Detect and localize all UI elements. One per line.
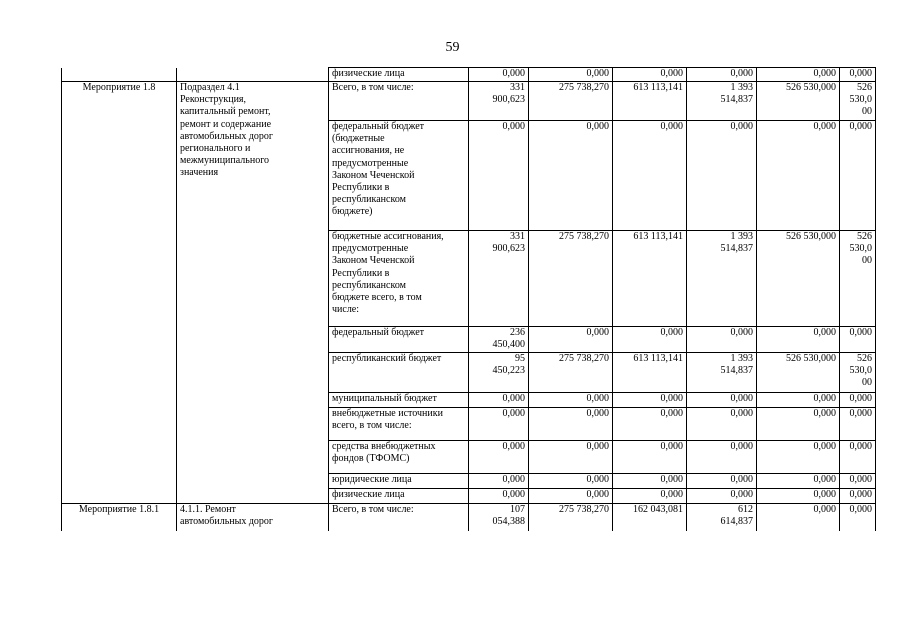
value-cell: 0,000 <box>840 504 876 531</box>
value-cell: 0,000 <box>613 68 687 82</box>
value-cell: 0,000 <box>757 489 840 504</box>
value-cell: 1 393 514,837 <box>687 353 757 393</box>
subsection-cell: 4.1.1. Ремонт автомобильных дорог <box>177 504 329 531</box>
value-cell: 526 530,000 <box>757 353 840 393</box>
source-cell: юридические лица <box>329 474 469 489</box>
value-cell: 275 738,270 <box>529 353 613 393</box>
value-cell: 0,000 <box>757 441 840 474</box>
measure-cell: Мероприятие 1.8.1 <box>62 504 177 531</box>
value-cell: 0,000 <box>757 121 840 231</box>
value-cell: 0,000 <box>613 489 687 504</box>
budget-table <box>61 67 876 531</box>
value-cell: 0,000 <box>840 441 876 474</box>
value-cell: 0,000 <box>469 393 529 408</box>
source-cell: физические лица <box>329 489 469 504</box>
value-cell: 275 738,270 <box>529 504 613 531</box>
value-cell: 526 530,0 00 <box>840 231 876 327</box>
value-cell: 613 113,141 <box>613 231 687 327</box>
value-cell: 162 043,081 <box>613 504 687 531</box>
value-cell: 0,000 <box>687 393 757 408</box>
value-cell: 0,000 <box>757 504 840 531</box>
value-cell: 0,000 <box>757 474 840 489</box>
page-number: 59 <box>445 40 460 55</box>
value-cell: 275 738,270 <box>529 82 613 121</box>
value-cell: 526 530,000 <box>757 231 840 327</box>
value-cell: 0,000 <box>687 441 757 474</box>
source-cell: федеральный бюджет <box>329 327 469 353</box>
value-cell: 0,000 <box>529 68 613 82</box>
value-cell: 331 900,623 <box>469 82 529 121</box>
value-cell: 613 113,141 <box>613 82 687 121</box>
value-cell: 0,000 <box>687 121 757 231</box>
value-cell: 0,000 <box>613 327 687 353</box>
source-cell: физические лица <box>329 68 469 82</box>
value-cell: 0,000 <box>757 393 840 408</box>
value-cell: 0,000 <box>529 327 613 353</box>
value-cell: 526 530,000 <box>757 82 840 121</box>
value-cell: 0,000 <box>469 408 529 441</box>
source-cell: федеральный бюджет (бюджетные ассигнования, не предусмотренные Законом Чеченской Республики в республиканском бюджете) <box>329 121 469 231</box>
value-cell: 236 450,400 <box>469 327 529 353</box>
value-cell: 0,000 <box>613 441 687 474</box>
value-cell: 0,000 <box>757 68 840 82</box>
value-cell: 0,000 <box>529 121 613 231</box>
value-cell: 0,000 <box>687 327 757 353</box>
value-cell: 0,000 <box>840 327 876 353</box>
value-cell: 0,000 <box>757 408 840 441</box>
value-cell: 0,000 <box>613 474 687 489</box>
value-cell: 0,000 <box>529 408 613 441</box>
value-cell: 0,000 <box>840 474 876 489</box>
value-cell: 0,000 <box>529 393 613 408</box>
value-cell: 0,000 <box>529 441 613 474</box>
value-cell: 107 054,388 <box>469 504 529 531</box>
source-cell: Всего, в том числе: <box>329 82 469 121</box>
value-cell: 0,000 <box>840 408 876 441</box>
table-row <box>62 504 876 531</box>
value-cell: 0,000 <box>613 121 687 231</box>
value-cell: 331 900,623 <box>469 231 529 327</box>
value-cell: 0,000 <box>613 408 687 441</box>
value-cell: 0,000 <box>687 474 757 489</box>
value-cell: 0,000 <box>529 474 613 489</box>
table-row <box>62 68 876 82</box>
source-cell: республиканский бюджет <box>329 353 469 393</box>
value-cell: 0,000 <box>469 441 529 474</box>
value-cell: 613 113,141 <box>613 353 687 393</box>
value-cell: 0,000 <box>687 68 757 82</box>
subsection-cell: Подраздел 4.1 Реконструкция, капитальный ремонт, ремонт и содержание автомобильных дорог регионального и межмуниципального значения <box>177 82 329 504</box>
value-cell: 0,000 <box>687 489 757 504</box>
value-cell: 95 450,223 <box>469 353 529 393</box>
value-cell: 0,000 <box>687 408 757 441</box>
value-cell: 0,000 <box>840 489 876 504</box>
subsection-cell <box>177 68 329 82</box>
value-cell: 526 530,0 00 <box>840 82 876 121</box>
value-cell: 0,000 <box>529 489 613 504</box>
table-row <box>62 82 876 121</box>
value-cell: 0,000 <box>469 474 529 489</box>
value-cell: 526 530,0 00 <box>840 353 876 393</box>
value-cell: 1 393 514,837 <box>687 231 757 327</box>
value-cell: 0,000 <box>469 489 529 504</box>
measure-cell <box>62 68 177 82</box>
source-cell: Всего, в том числе: <box>329 504 469 531</box>
value-cell: 0,000 <box>840 121 876 231</box>
source-cell: муниципальный бюджет <box>329 393 469 408</box>
value-cell: 0,000 <box>840 393 876 408</box>
source-cell: бюджетные ассигнования, предусмотренные Законом Чеченской Республики в республиканском бюджете всего, в том числе: <box>329 231 469 327</box>
value-cell: 275 738,270 <box>529 231 613 327</box>
value-cell: 0,000 <box>840 68 876 82</box>
value-cell: 0,000 <box>469 68 529 82</box>
measure-cell: Мероприятие 1.8 <box>62 82 177 504</box>
source-cell: средства внебюджетных фондов (ТФОМС) <box>329 441 469 474</box>
source-cell: внебюджетные источники всего, в том числе: <box>329 408 469 441</box>
value-cell: 0,000 <box>469 121 529 231</box>
value-cell: 1 393 514,837 <box>687 82 757 121</box>
value-cell: 0,000 <box>757 327 840 353</box>
value-cell: 612 614,837 <box>687 504 757 531</box>
value-cell: 0,000 <box>613 393 687 408</box>
